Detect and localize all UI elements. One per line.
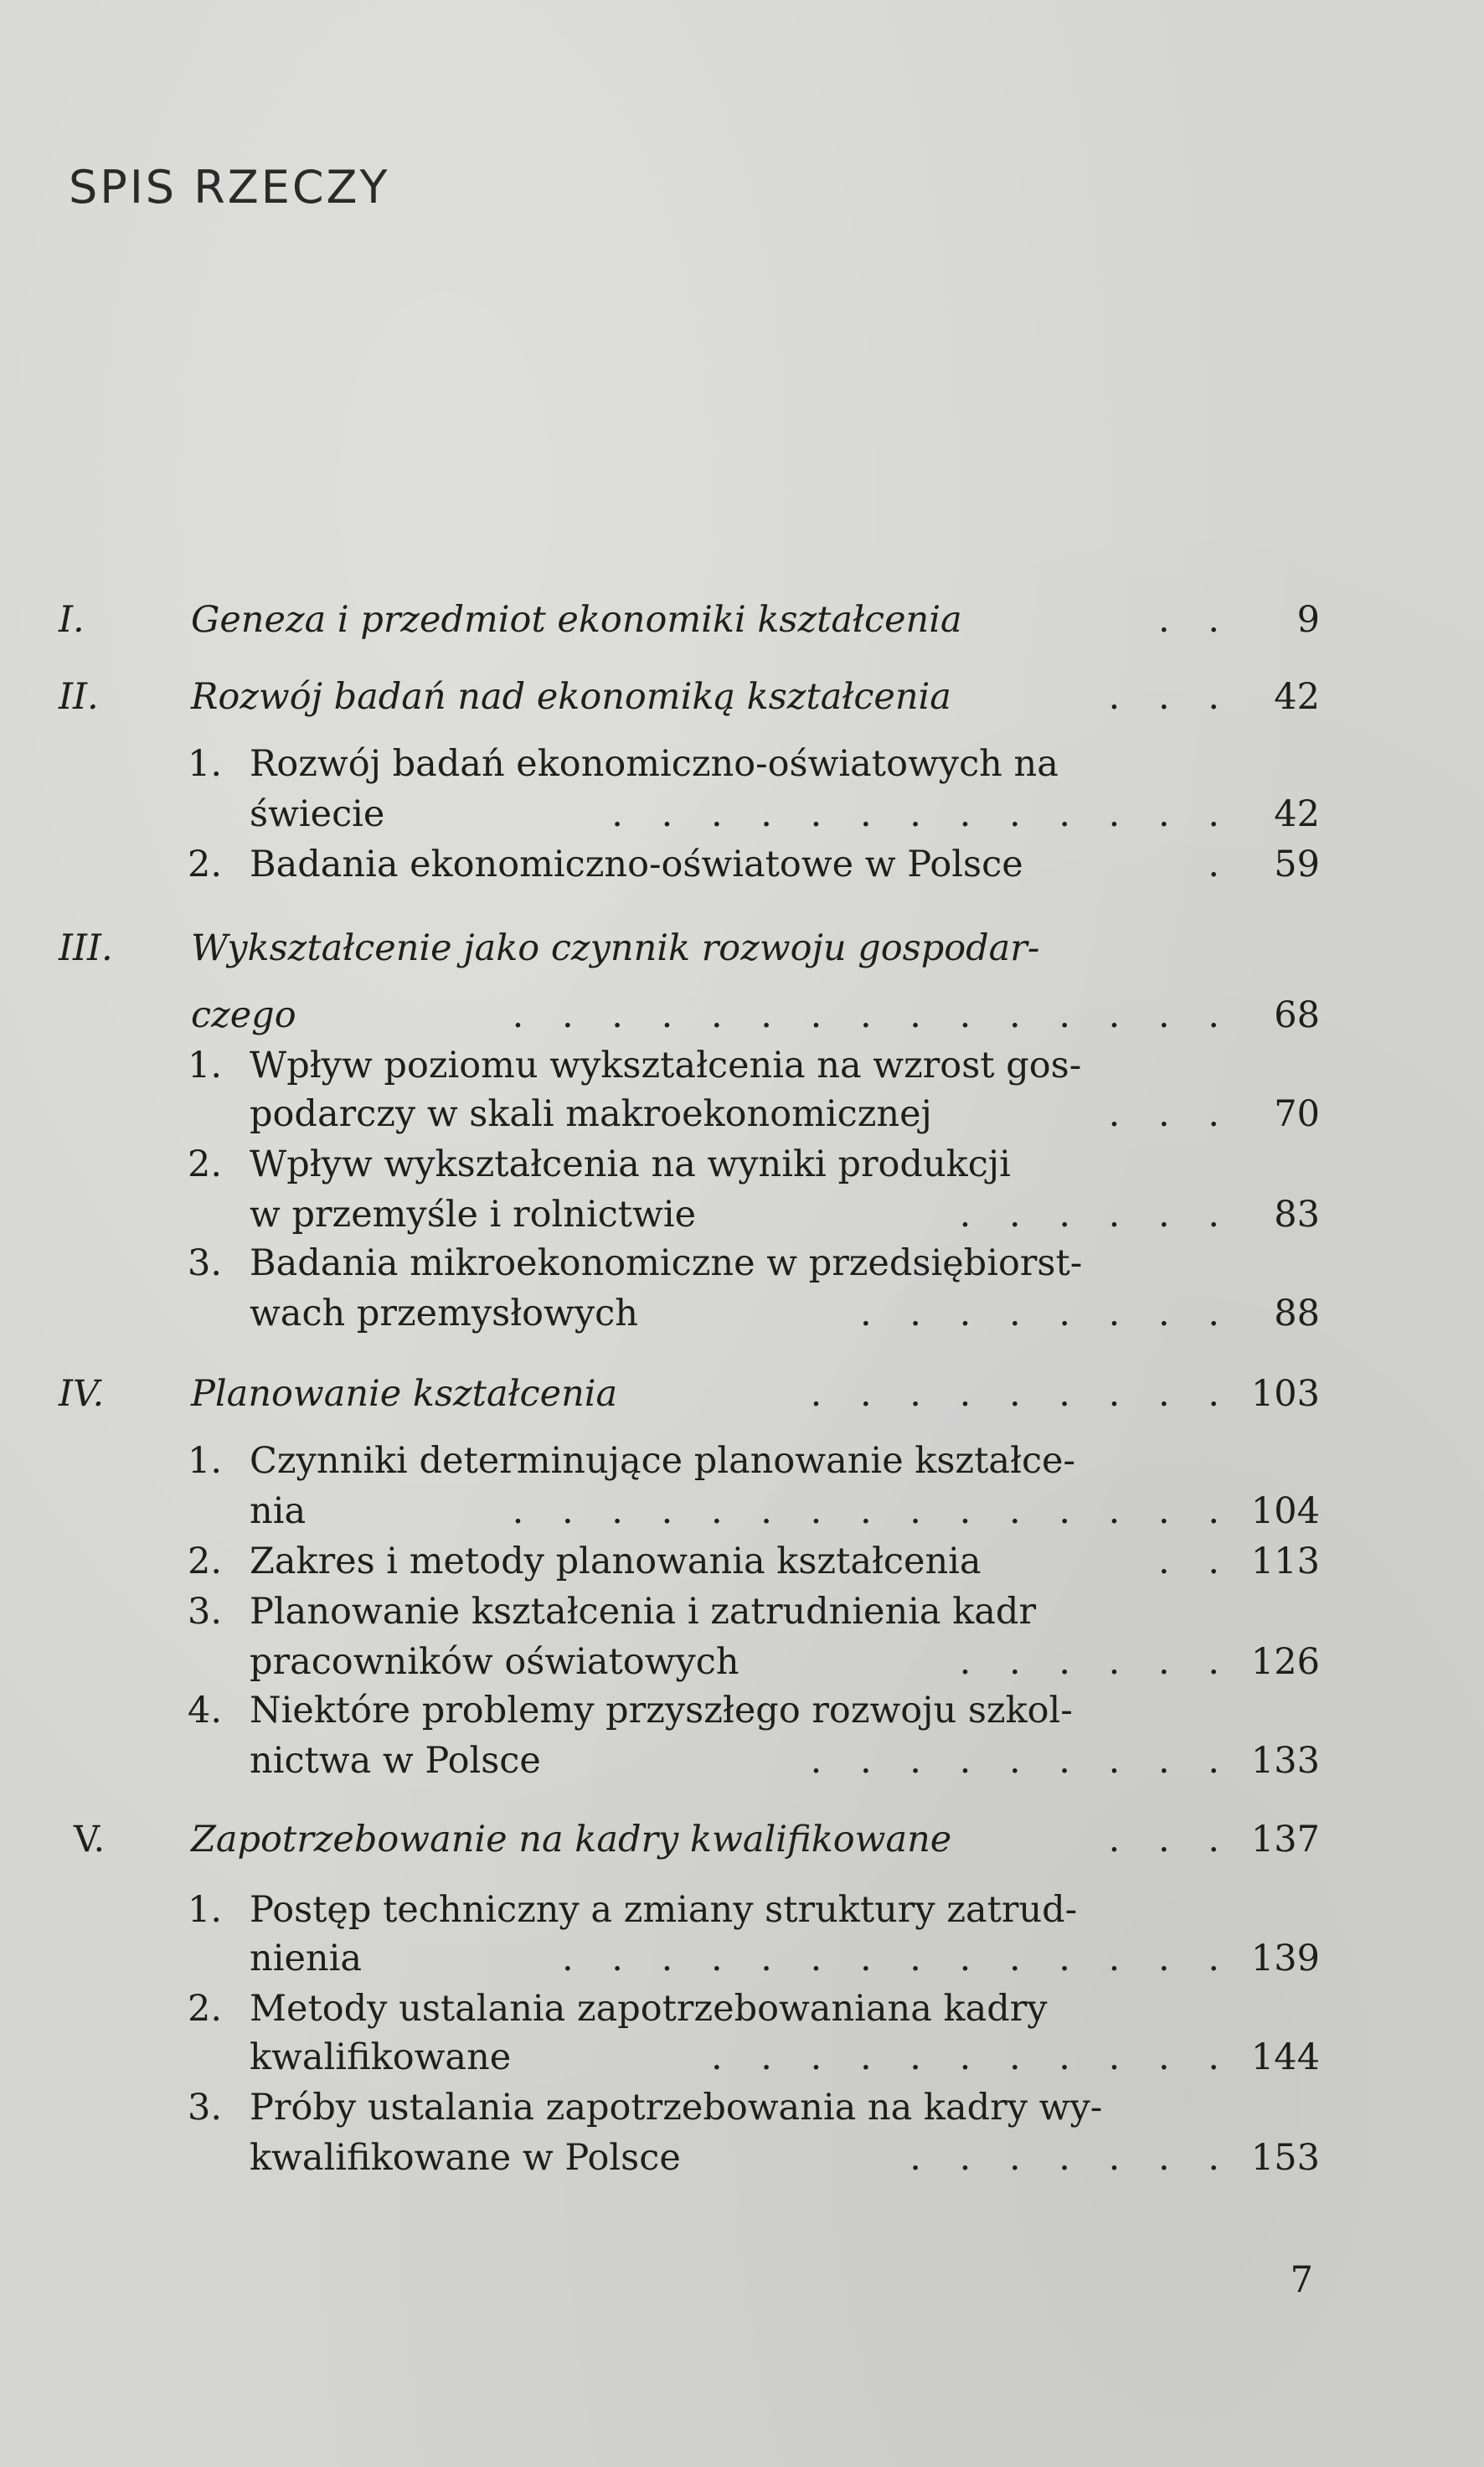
section-title: Zakres i metody planowania kształcenia — [250, 1541, 982, 1582]
dot-leader: . . . . . . . — [909, 2137, 1233, 2179]
chapter-title: Zapotrzebowanie na kadry kwalifikowane — [191, 1819, 952, 1861]
chapter-number: III. — [59, 927, 113, 969]
chapter-title: Geneza i przedmiot ekonomiki kształcenia — [191, 599, 962, 641]
toc-section-5-1-cont — [0, 1932, 1484, 1985]
toc-section-4-3 — [0, 1585, 1484, 1639]
chapter-title: Planowanie kształcenia — [191, 1373, 618, 1415]
chapter-title: Wykształcenie jako czynnik rozwoju gospodar- — [191, 927, 1040, 969]
section-title: Badania ekonomiczno-oświatowe w Polsce — [250, 844, 1023, 885]
section-title: Metody ustalania zapotrzebowaniana kadry — [250, 1988, 1048, 2030]
page-number: 113 — [1250, 1541, 1320, 1582]
dot-leader: . . . — [1108, 1819, 1233, 1861]
section-title-continued: podarczy w skali makroekonomicznej — [250, 1093, 932, 1135]
chapter-number: I. — [59, 599, 85, 641]
page-number: 42 — [1274, 676, 1320, 718]
section-number: 4. — [188, 1690, 223, 1732]
toc-section-4-1 — [0, 1434, 1484, 1488]
section-number: 1. — [188, 743, 223, 785]
dot-leader: . — [1208, 844, 1233, 885]
page-number: 104 — [1250, 1490, 1320, 1532]
section-title-continued: świecie — [250, 793, 385, 835]
section-title-continued: nia — [250, 1490, 307, 1532]
section-title: Wpływ poziomu wykształcenia na wzrost gos- — [250, 1045, 1082, 1086]
toc-chapter-3 — [0, 921, 1484, 975]
chapter-title: Rozwój badań nad ekonomiką kształcenia — [191, 676, 951, 718]
toc-section-2-1-cont — [0, 787, 1484, 841]
section-title-continued: kwalifikowane w Polsce — [250, 2137, 681, 2179]
toc-section-5-3-cont — [0, 2131, 1484, 2185]
dot-leader: . . . . . . . . . . . . . . . — [512, 1490, 1233, 1532]
toc-section-4-1-cont — [0, 1484, 1484, 1538]
page-number: 133 — [1250, 1740, 1320, 1782]
toc-chapter-1 — [0, 593, 1484, 647]
section-title: Postęp techniczny a zmiany struktury zatrud- — [250, 1889, 1078, 1931]
toc-section-5-2 — [0, 1982, 1484, 2036]
toc-section-4-4 — [0, 1684, 1484, 1737]
toc-section-4-4-cont — [0, 1734, 1484, 1788]
section-title: Rozwój badań ekonomiczno-oświatowych na — [250, 743, 1059, 785]
chapter-title-continued: czego — [191, 994, 296, 1036]
dot-leader: . . . . . . . . . . . . . . . — [512, 994, 1233, 1036]
dot-leader: . . . — [1108, 676, 1233, 718]
toc-chapter-4 — [0, 1367, 1484, 1421]
section-title: Wpływ wykształcenia na wyniki produkcji — [250, 1143, 1011, 1185]
section-number: 2. — [188, 844, 223, 885]
chapter-number: IV. — [59, 1373, 105, 1415]
dot-leader: . . . . . . . . . . . . . . — [561, 1938, 1233, 1979]
section-number: 2. — [188, 1143, 223, 1185]
folio-page-number: 7 — [1290, 2259, 1313, 2301]
dot-leader: . . . . . . . . . . . — [710, 2036, 1233, 2078]
page-number: 126 — [1250, 1641, 1320, 1683]
toc-section-3-1 — [0, 1039, 1484, 1092]
section-title: Badania mikroekonomiczne w przedsiębiorst- — [250, 1242, 1083, 1284]
section-number: 3. — [188, 1242, 223, 1284]
page-number: 42 — [1274, 793, 1320, 835]
chapter-number: V. — [74, 1819, 106, 1861]
page-number: 137 — [1250, 1819, 1320, 1861]
dot-leader: . . . . . . — [959, 1641, 1233, 1683]
section-number: 3. — [188, 2087, 223, 2129]
dot-leader: . . — [1157, 1541, 1233, 1582]
page-number: 70 — [1274, 1093, 1320, 1135]
page-title: SPIS RZECZY — [69, 161, 390, 214]
toc-section-2-2 — [0, 838, 1484, 891]
toc-chapter-5 — [0, 1813, 1484, 1866]
toc-section-4-3-cont — [0, 1635, 1484, 1689]
page-number: 88 — [1274, 1293, 1320, 1334]
section-number: 3. — [188, 1591, 223, 1633]
toc-section-3-2 — [0, 1138, 1484, 1191]
toc-section-3-1-cont — [0, 1087, 1484, 1141]
section-title-continued: w przemyśle i rolnictwie — [250, 1194, 697, 1236]
section-title-continued: nictwa w Polsce — [250, 1740, 541, 1782]
section-number: 2. — [188, 1988, 223, 2030]
dot-leader: . . . — [1108, 1093, 1233, 1135]
toc-section-5-3 — [0, 2081, 1484, 2134]
page-number: 9 — [1296, 599, 1320, 641]
toc-section-5-2-cont — [0, 2031, 1484, 2084]
toc-section-4-2 — [0, 1535, 1484, 1588]
section-title: Niektóre problemy przyszłego rozwoju szkol- — [250, 1690, 1073, 1732]
section-number: 2. — [188, 1541, 223, 1582]
dot-leader: . . . . . . . . — [859, 1293, 1233, 1334]
page-number: 83 — [1274, 1194, 1320, 1236]
toc-section-2-1 — [0, 737, 1484, 791]
section-title: Czynniki determinujące planowanie kształce- — [250, 1440, 1075, 1482]
toc-section-5-1 — [0, 1883, 1484, 1937]
page-number: 68 — [1274, 994, 1320, 1036]
section-title-continued: wach przemysłowych — [250, 1293, 638, 1334]
section-title-continued: pracowników oświatowych — [250, 1641, 739, 1683]
toc-section-3-3-cont — [0, 1287, 1484, 1340]
toc-chapter-2 — [0, 670, 1484, 724]
dot-leader: . . . . . . . . . — [810, 1740, 1233, 1782]
toc-section-3-2-cont — [0, 1188, 1484, 1241]
section-title: Planowanie kształcenia i zatrudnienia kadr — [250, 1591, 1037, 1633]
toc-chapter-3-cont — [0, 988, 1484, 1042]
section-title-continued: nienia — [250, 1938, 362, 1979]
section-number: 1. — [188, 1440, 223, 1482]
section-number: 1. — [188, 1045, 223, 1086]
section-title: Próby ustalania zapotrzebowania na kadry wy- — [250, 2087, 1103, 2129]
dot-leader: . . — [1157, 599, 1233, 641]
dot-leader: . . . . . . . . . — [810, 1373, 1233, 1415]
dot-leader: . . . . . . . . . . . . . — [611, 793, 1233, 835]
page-number: 103 — [1250, 1373, 1320, 1415]
page-number: 144 — [1250, 2036, 1320, 2078]
toc-section-3-3 — [0, 1236, 1484, 1290]
section-number: 1. — [188, 1889, 223, 1931]
dot-leader: . . . . . . — [959, 1194, 1233, 1236]
page-number: 153 — [1250, 2137, 1320, 2179]
page-number: 139 — [1250, 1938, 1320, 1979]
section-title-continued: kwalifikowane — [250, 2036, 512, 2078]
page-number: 59 — [1274, 844, 1320, 885]
chapter-number: II. — [59, 676, 99, 718]
